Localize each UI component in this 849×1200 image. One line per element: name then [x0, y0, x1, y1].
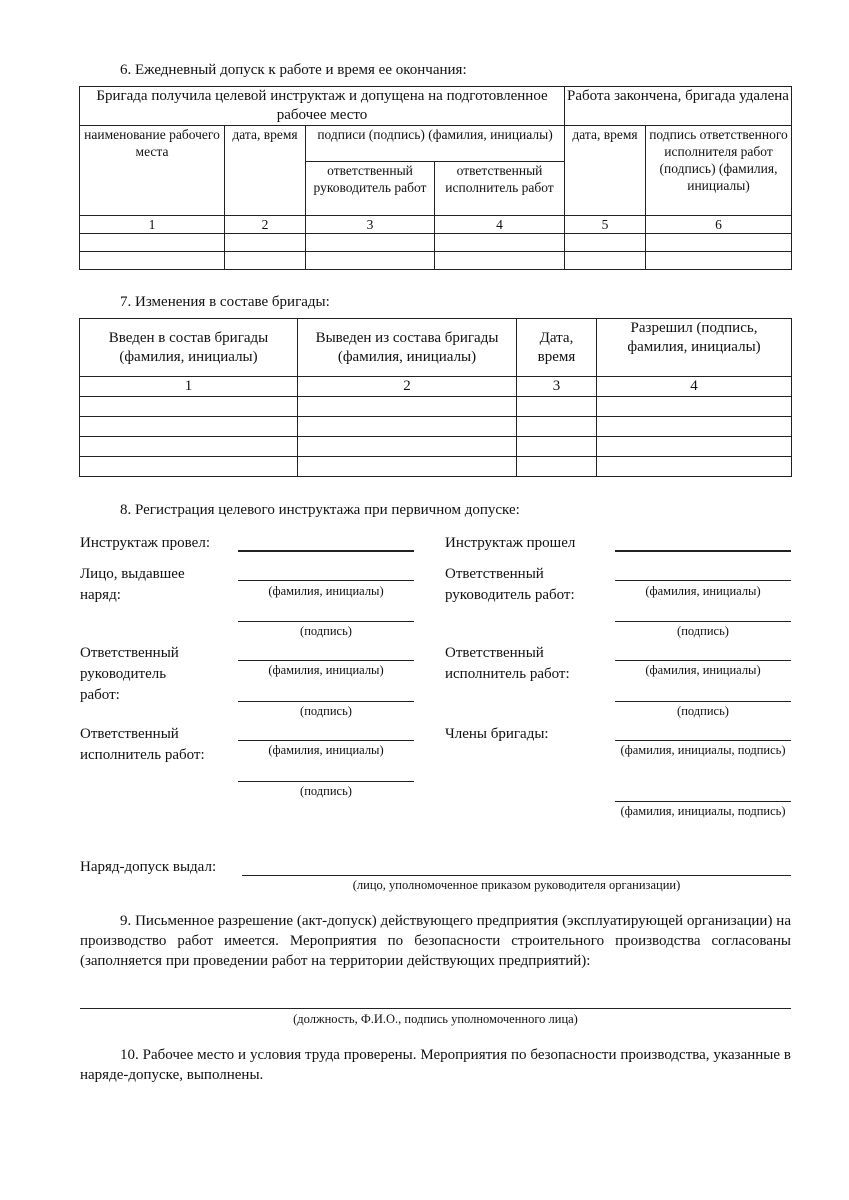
- resp-executor-sign-line[interactable]: [238, 781, 414, 782]
- col-number: 4: [435, 216, 565, 234]
- col-number: 3: [517, 377, 597, 397]
- table-row: [80, 457, 792, 477]
- input-cell[interactable]: [80, 457, 298, 477]
- section9-text: 9. Письменное разрешение (акт-допуск) действующего предприятия (эксплуатирующей организации) на производство работ имеется. Мероприятия по безопасности строительного производства согласованы (заполняется при проведении работ на территории действующих предприятий):: [80, 913, 791, 969]
- col-date: дата, время: [225, 126, 306, 216]
- hint-name: (фамилия, инициалы): [645, 663, 761, 677]
- conducted-line[interactable]: [238, 550, 414, 552]
- daily-admission-table: [79, 86, 792, 270]
- member-line[interactable]: [615, 801, 791, 802]
- input-cell[interactable]: [225, 252, 306, 270]
- input-cell[interactable]: [565, 234, 646, 252]
- col-added: Введен в состав бригады (фамилия, инициалы): [80, 319, 298, 377]
- input-cell[interactable]: [298, 457, 517, 477]
- resp-manager-right-name-line[interactable]: [615, 580, 791, 581]
- input-cell[interactable]: [597, 457, 792, 477]
- table-row: [80, 437, 792, 457]
- issued-hint: (лицо, уполномоченное приказом руководителя организации): [352, 878, 681, 892]
- input-cell[interactable]: [80, 252, 225, 270]
- section10-text: 10. Рабочее место и условия труда проверены. Мероприятия по безопасности производства, указанные в наряде-допуске, выполнены.: [80, 1047, 791, 1083]
- col-workplace: наименование рабочего места: [80, 126, 225, 216]
- hint-name-sign: (фамилия, инициалы, подпись): [620, 743, 786, 757]
- hint-sign: (подпись): [300, 624, 352, 638]
- table-row: [80, 234, 792, 252]
- resp-executor-right-sign-line[interactable]: [615, 701, 791, 702]
- issued-line[interactable]: [242, 875, 791, 876]
- col-number: 1: [80, 216, 225, 234]
- col-number: 6: [646, 216, 792, 234]
- hint-name: (фамилия, инициалы): [268, 584, 384, 598]
- resp-manager-right-label: Ответственный руководитель работ:: [445, 566, 575, 603]
- section8-title: 8. Регистрация целевого инструктажа при первичном допуске:: [120, 502, 520, 518]
- hint-name-sign: (фамилия, инициалы, подпись): [620, 804, 786, 818]
- input-cell[interactable]: [80, 437, 298, 457]
- members-label: Члены бригады:: [445, 726, 549, 742]
- resp-manager-sign-line[interactable]: [238, 701, 414, 702]
- input-cell[interactable]: [298, 397, 517, 417]
- issued-label: Наряд-допуск выдал:: [80, 859, 217, 875]
- resp-executor-label: Ответственный исполнитель работ:: [80, 726, 205, 763]
- section9-line[interactable]: [80, 1008, 791, 1009]
- input-cell[interactable]: [306, 252, 435, 270]
- section7-title: 7. Изменения в составе бригады:: [120, 294, 330, 310]
- input-cell[interactable]: [597, 397, 792, 417]
- section6-title: 6. Ежедневный допуск к работе и время ее окончания:: [120, 62, 467, 78]
- col-number: 5: [565, 216, 646, 234]
- input-cell[interactable]: [80, 234, 225, 252]
- table-row: [80, 252, 792, 270]
- col-resp-executor: ответственный исполнитель работ: [435, 162, 565, 216]
- col-date: Дата, время: [517, 319, 597, 377]
- col-resp-manager: ответственный руководитель работ: [306, 162, 435, 216]
- resp-manager-right-sign-line[interactable]: [615, 621, 791, 622]
- group-left-header: Бригада получила целевой инструктаж и допущена на подготовленное рабочее место: [80, 87, 565, 126]
- section9-hint: (должность, Ф.И.О., подпись уполномоченного лица): [293, 1012, 578, 1026]
- issuer-sign-line[interactable]: [238, 621, 414, 622]
- col-number: 1: [80, 377, 298, 397]
- table-row: [80, 417, 792, 437]
- input-cell[interactable]: [646, 252, 792, 270]
- crew-changes-table: [79, 318, 792, 477]
- input-cell[interactable]: [435, 252, 565, 270]
- resp-manager-label: Ответственный руководитель работ:: [80, 645, 179, 703]
- input-cell[interactable]: [435, 234, 565, 252]
- col-number: 2: [225, 216, 306, 234]
- member-line[interactable]: [615, 740, 791, 741]
- col-signatures: подписи (подпись) (фамилия, инициалы): [306, 126, 565, 162]
- hint-sign: (подпись): [677, 704, 729, 718]
- input-cell[interactable]: [565, 252, 646, 270]
- issuer-label: Лицо, выдавшее наряд:: [80, 566, 185, 603]
- received-line[interactable]: [615, 550, 791, 552]
- hint-name: (фамилия, инициалы): [268, 663, 384, 677]
- input-cell[interactable]: [646, 234, 792, 252]
- hint-sign: (подпись): [677, 624, 729, 638]
- input-cell[interactable]: [517, 457, 597, 477]
- resp-manager-name-line[interactable]: [238, 660, 414, 661]
- conducted-label: Инструктаж провел:: [80, 535, 210, 551]
- col-number: 2: [298, 377, 517, 397]
- hint-sign: (подпись): [300, 704, 352, 718]
- input-cell[interactable]: [517, 437, 597, 457]
- col-removed: Выведен из состава бригады (фамилия, инициалы): [298, 319, 517, 377]
- col-executor-sign: подпись ответственного исполнителя работ (подпись) (фамилия, инициалы): [646, 126, 792, 216]
- input-cell[interactable]: [597, 437, 792, 457]
- input-cell[interactable]: [80, 417, 298, 437]
- col-number: 3: [306, 216, 435, 234]
- input-cell[interactable]: [517, 417, 597, 437]
- input-cell[interactable]: [306, 234, 435, 252]
- hint-name: (фамилия, инициалы): [645, 584, 761, 598]
- input-cell[interactable]: [80, 397, 298, 417]
- input-cell[interactable]: [225, 234, 306, 252]
- table-row: [80, 397, 792, 417]
- input-cell[interactable]: [597, 417, 792, 437]
- input-cell[interactable]: [517, 397, 597, 417]
- resp-executor-right-name-line[interactable]: [615, 660, 791, 661]
- group-right-header: Работа закончена, бригада удалена: [565, 87, 792, 126]
- hint-sign: (подпись): [300, 784, 352, 798]
- received-label: Инструктаж прошел: [445, 535, 576, 551]
- col-number: 4: [597, 377, 792, 397]
- issuer-name-line[interactable]: [238, 580, 414, 581]
- col-date-2: дата, время: [565, 126, 646, 216]
- input-cell[interactable]: [298, 417, 517, 437]
- hint-name: (фамилия, инициалы): [268, 743, 384, 757]
- resp-executor-name-line[interactable]: [238, 740, 414, 741]
- resp-executor-right-label: Ответственный исполнитель работ:: [445, 645, 570, 682]
- input-cell[interactable]: [298, 437, 517, 457]
- col-authorized: Разрешил (подпись, фамилия, инициалы): [597, 319, 792, 377]
